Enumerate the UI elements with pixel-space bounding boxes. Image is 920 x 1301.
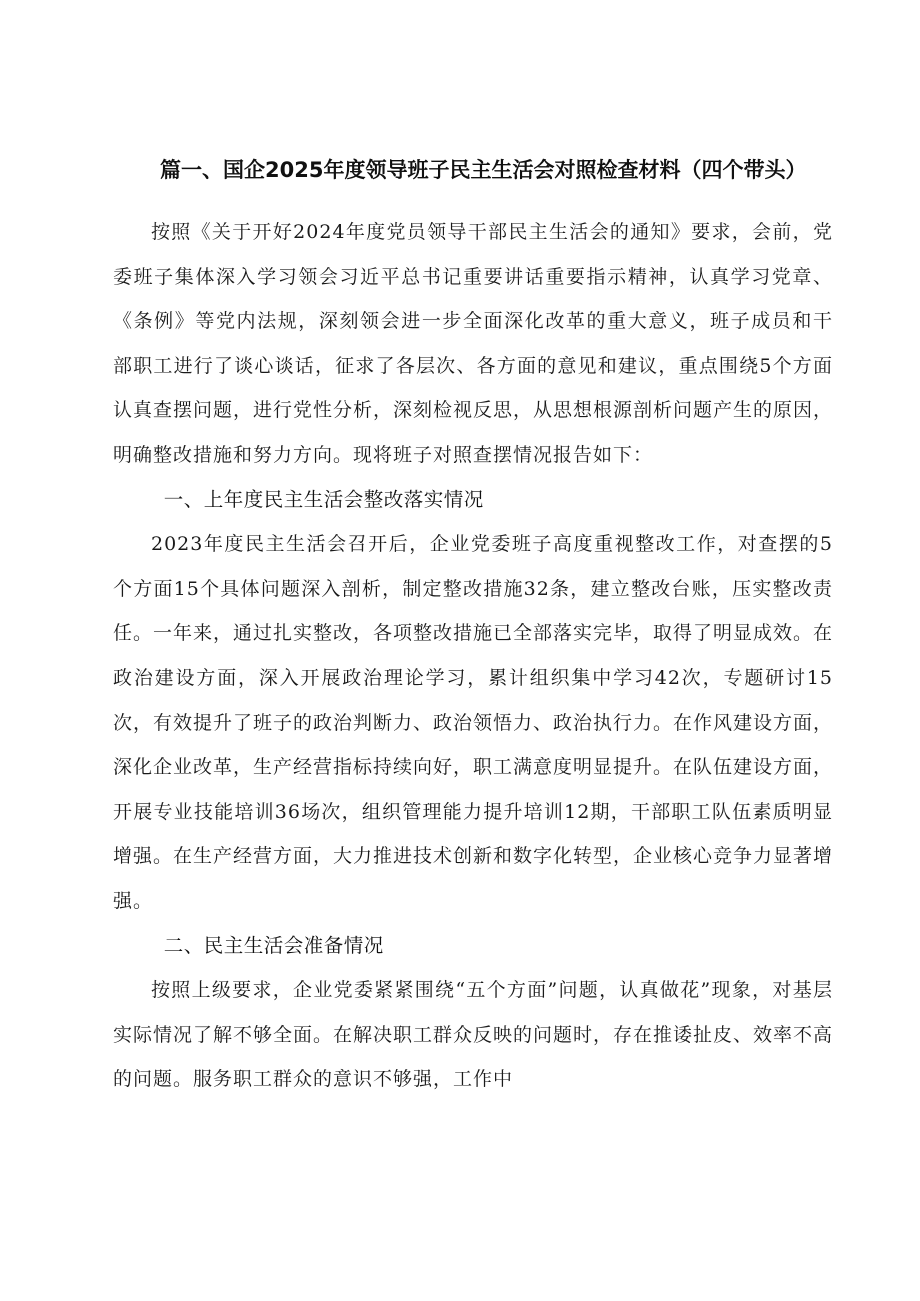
intro-paragraph: 按照《关于开好2024年度党员领导干部民主生活会的通知》要求，会前，党委班子集体深入学习领会习近平总书记重要讲话重要指示精神，认真学习党章、《条例》等党内法规，深刻领会进一步全面深化改革的重大意义，班子成员和干部职工进行了谈心谈话，征求了各层次、各方面的意见和建议，重点围绕5个方面认真查摆问题，进行党性分析，深刻检视反思，从思想根源剖析问题产生的原因，明确整改措施和努力方向。现将班子对照查摆情况报告如下： bbox=[113, 221, 834, 466]
section-2-heading: 二、民主生活会准备情况 bbox=[163, 933, 384, 957]
section-2-paragraph: 按照上级要求，企业党委紧紧围绕“五个方面”问题，认真做花”现象，对基层实际情况了解不够全面。在解决职工群众反映的问题时，存在推诿扯皮、效率不高的问题。服务职工群众的意识不够强，工作中 bbox=[113, 979, 834, 1091]
section-1-heading: 一、上年度民主生活会整改落实情况 bbox=[163, 487, 484, 511]
document-body bbox=[113, 210, 833, 1102]
document-title: 篇一、国企2025年度领导班子民主生活会对照检查材料（四个带头） bbox=[160, 158, 807, 182]
section-1-paragraph: 2023年度民主生活会召开后，企业党委班子高度重视整改工作，对查摆的5个方面15个具体问题深入剖析，制定整改措施32条，建立整改台账，压实整改责任。一年来，通过扎实整改，各项整改措施已全部落实完毕，取得了明显成效。在政治建设方面，深入开展政治理论学习，累计组织集中学习42次，专题研讨15次，有效提升了班子的政治判断力、政治领悟力、政治执行力。在作风建设方面，深化企业改革，生产经营指标持续向好，职工满意度明显提升。在队伍建设方面，开展专业技能培训36场次，组织管理能力提升培训12期，干部职工队伍素质明显增强。在生产经营方面，大力推进技术创新和数字化转型，企业核心竞争力显著增强。 bbox=[113, 533, 834, 912]
